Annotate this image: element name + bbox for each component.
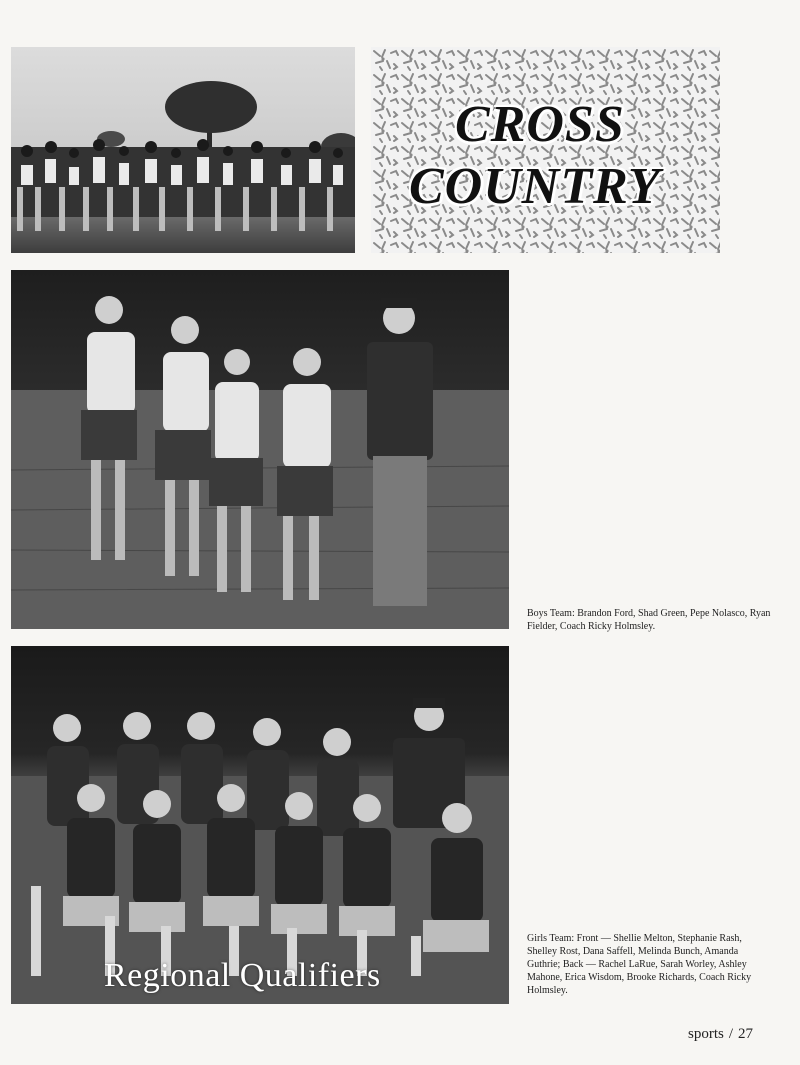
folio-separator: / [728, 1026, 734, 1042]
race-start-photo [11, 47, 355, 253]
girls-team-caption: Girls Team: Front — Shellie Melton, Stephanie Rash, Shelley Rost, Dana Saffell, Melinda Bunch, Amanda Guthrie; Back — Rachel LaRue, Sarah Worley, Ashley Mahone, Erica Wisdom, Brooke Richards, Coach Ricky Holmsley. [527, 933, 752, 996]
title-country: COUNTRY [409, 158, 661, 215]
regional-qualifiers-banner: Regional Qualifiers [104, 957, 381, 994]
title-cross: CROSS [455, 96, 625, 153]
boys-team-caption: Boys Team: Brandon Ford, Shad Green, Pepe Nolasco, Ryan Fielder, Coach Ricky Holmsley. [527, 608, 771, 632]
boys-team-photo [11, 270, 509, 629]
girls-team-photo [11, 646, 509, 1004]
page-number: 27 [738, 1026, 754, 1042]
page-folio [688, 1026, 753, 1043]
section-name: sports [688, 1026, 724, 1042]
title-panel [371, 47, 720, 253]
